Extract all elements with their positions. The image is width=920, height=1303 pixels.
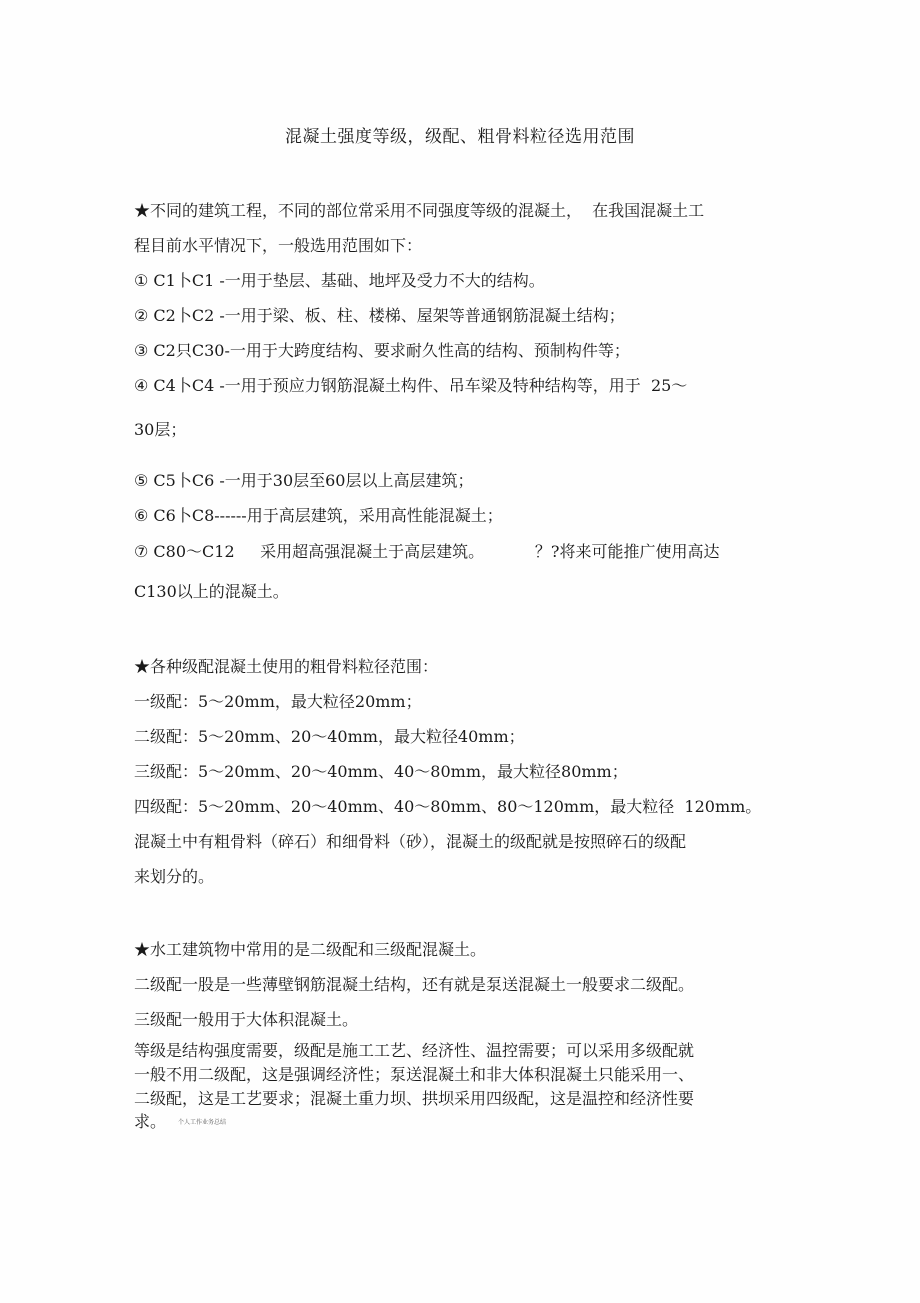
gradation-item-2: 二级配：5～20mm、20～40mm，最大粒径40mm； — [134, 727, 525, 746]
section2-heading: ★各种级配混凝土使用的粗骨料粒径范围： — [134, 657, 439, 676]
hydraulic-para-line2: 一般不用二级配，这是强调经济性；泵送混凝土和非大体积混凝土只能采用一、 — [134, 1065, 695, 1084]
document-title: 混凝土强度等级，级配、粗骨料粒径选用范围 — [285, 127, 635, 147]
footnote: 个人工作业务总结 — [178, 1119, 227, 1126]
grade-item-3: ③ C2只C30-一用于大跨度结构、要求耐久性高的结构、预制构件等； — [134, 341, 630, 360]
section3-heading: ★水工建筑物中常用的是二级配和三级配混凝土。 — [134, 940, 487, 959]
grade-item-6: ⑥ C6卜C8------用于高层建筑，采用高性能混凝土； — [134, 506, 503, 525]
hydraulic-item-1: 二级配一股是一些薄壁钢筋混凝土结构，还有就是泵送混凝土一般要求二级配。 — [134, 975, 695, 994]
grade-item-2: ② C2卜C2 -一用于梁、板、柱、楼梯、屋架等普通钢筋混凝土结构； — [134, 306, 625, 325]
gradation-item-1: 一级配：5～20mm，最大粒径20mm； — [134, 692, 422, 711]
section1-intro-line1: ★不同的建筑工程，不同的部位常采用不同强度等级的混凝土， 在我国混凝土工 — [134, 201, 705, 220]
hydraulic-para-line1: 等级是结构强度需要，级配是施工工艺、经济性、温控需要；可以采用多级配就 — [134, 1041, 695, 1060]
hydraulic-para-line3: 二级配，这是工艺要求；混凝土重力坝、拱坝采用四级配，这是温控和经济性要 — [134, 1089, 695, 1108]
gradation-note-line2: 来划分的。 — [134, 867, 215, 886]
grade-item-4-cont: 30层； — [134, 420, 187, 439]
grade-item-7: ⑦ C80～C12 采用超高强混凝土于高层建筑。 ？?将来可能推广使用高达 — [134, 542, 720, 561]
hydraulic-item-2: 三级配一般用于大体积混凝土。 — [134, 1010, 359, 1029]
gradation-item-3: 三级配：5～20mm、20～40mm、40～80mm，最大粒径80mm； — [134, 762, 628, 781]
grade-item-5: ⑤ C5卜C6 -一用于30层至60层以上高层建筑； — [134, 471, 474, 490]
gradation-item-4: 四级配：5～20mm、20～40mm、40～80mm、80～120mm，最大粒径 120mm。 — [134, 797, 762, 816]
grade-item-4: ④ C4卜C4 -一用于预应力钢筋混凝土构件、吊车梁及特种结构等，用于 25～ — [134, 376, 688, 395]
grade-item-7-cont: C130以上的混凝土。 — [134, 582, 289, 601]
grade-item-1: ① C1卜C1 -一用于垫层、基础、地坪及受力不大的结构。 — [134, 271, 545, 290]
hydraulic-para-line4: 求。 — [134, 1112, 167, 1131]
section1-intro-line2: 程目前水平情况下，一般选用范围如下： — [134, 236, 423, 255]
gradation-note-line1: 混凝土中有粗骨料（碎石）和细骨料（砂），混凝土的级配就是按照碎石的级配 — [134, 832, 687, 851]
